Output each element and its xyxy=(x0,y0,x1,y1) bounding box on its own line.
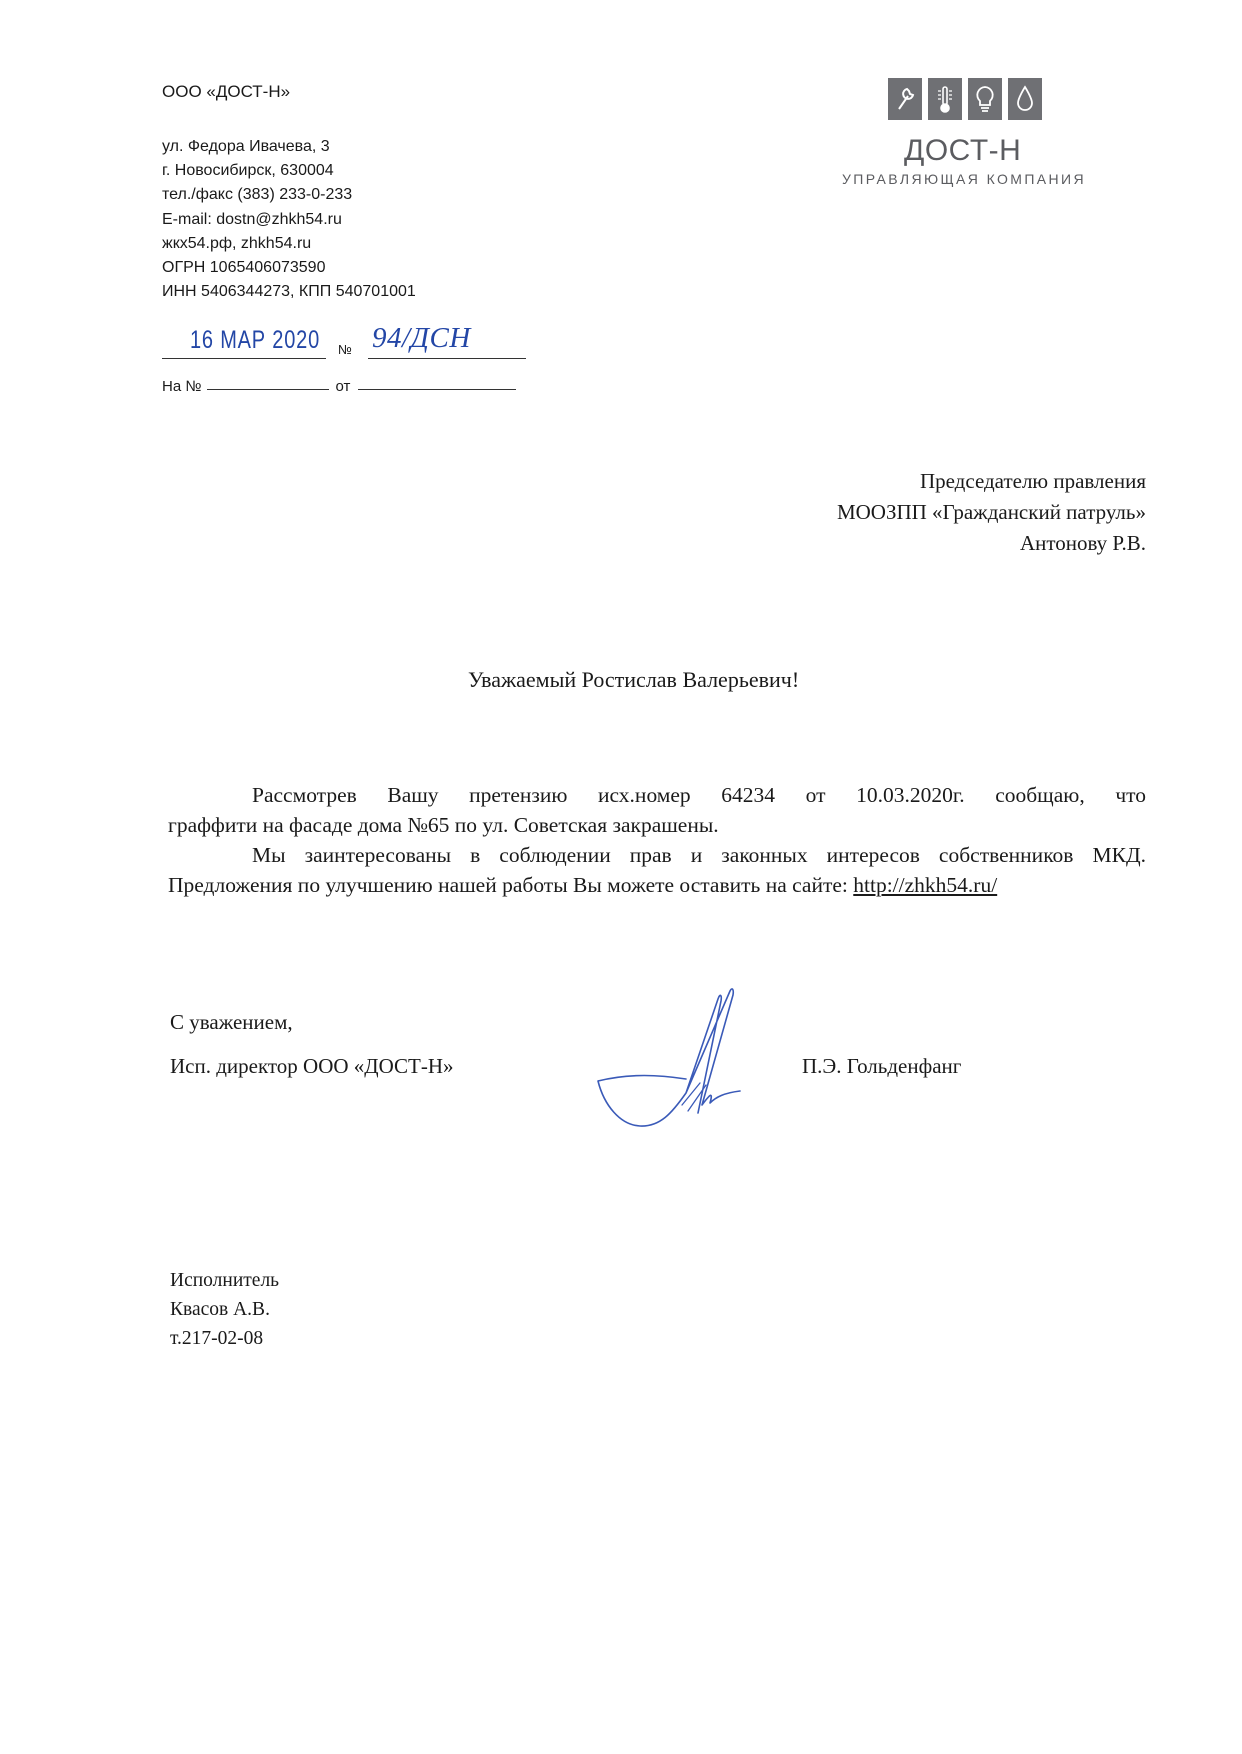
ref-from-label: от xyxy=(335,378,351,395)
address-inn: ИНН 5406344273, КПП 540701001 xyxy=(162,283,416,301)
addressee xyxy=(837,466,1146,559)
registration-number: 94/ДСН xyxy=(372,322,471,354)
registration-line xyxy=(162,322,526,362)
website-link[interactable]: http://zhkh54.ru/ xyxy=(853,873,998,897)
sender-address xyxy=(162,135,416,304)
address-street: ул. Федора Ивачева, 3 xyxy=(162,138,330,155)
signer-name: П.Э. Гольденфанг xyxy=(802,1054,962,1078)
executor-name: Квасов А.В. xyxy=(170,1299,270,1320)
wrench-icon xyxy=(888,78,922,120)
addressee-position: Председателю правления xyxy=(919,469,1146,493)
number-underline xyxy=(368,358,526,359)
address-ogrn: ОГРН 1065406073590 xyxy=(162,259,326,277)
address-email: E-mail: dostn@zhkh54.ru xyxy=(162,210,342,228)
executor-label: Исполнитель xyxy=(170,1270,280,1291)
ref-date-blank xyxy=(358,389,516,390)
addressee-organization: МООЗПП «Гражданский патруль» xyxy=(836,500,1146,524)
body-p2-line2 xyxy=(168,870,1146,900)
lightbulb-icon xyxy=(968,78,1002,120)
addressee-name: Антонову Р.В. xyxy=(1019,531,1146,555)
number-label: № xyxy=(338,342,352,357)
body-p1-line1: Рассмотрев Вашу претензию исх.номер 64234 от 10.03.2020г. сообщаю, что xyxy=(252,783,1146,807)
signature xyxy=(590,985,760,1135)
address-city: г. Новосибирск, 630004 xyxy=(162,162,334,180)
closing-regards: С уважением, xyxy=(170,1010,293,1034)
sender-org: ООО «ДОСТ-Н» xyxy=(162,82,291,101)
salutation: Уважаемый Ростислав Валерьевич! xyxy=(468,667,800,692)
executor-phone: т.217-02-08 xyxy=(170,1328,264,1349)
address-sites: жкх54.рф, zhkh54.ru xyxy=(162,234,312,252)
body-p2-text: Предложения по улучшению нашей работы Вы можете оставить на сайте: xyxy=(168,873,854,897)
logo-subtitle: УПРАВЛЯЮЩАЯ КОМПАНИЯ xyxy=(842,171,1087,187)
letter-body xyxy=(168,780,1146,900)
date-stamp: 16 МАР 2020 xyxy=(190,326,320,354)
address-phone: тел./факс (383) 233-0-233 xyxy=(162,186,353,204)
ref-label: На № xyxy=(162,378,202,395)
water-drop-icon xyxy=(1008,78,1042,120)
ref-number-blank xyxy=(207,389,329,390)
thermometer-icon xyxy=(928,78,962,120)
logo-name: ДОСТ-Н xyxy=(904,134,1022,167)
reference-line xyxy=(162,378,516,395)
body-p1-line2: граффити на фасаде дома №65 по ул. Советская закрашены. xyxy=(168,813,719,837)
date-underline xyxy=(162,358,326,359)
executor-block xyxy=(170,1266,279,1353)
logo-icons xyxy=(888,78,1042,120)
signer-position: Исп. директор ООО «ДОСТ-Н» xyxy=(170,1054,454,1078)
body-p2-line1: Мы заинтересованы в соблюдении прав и законных интересов собственников МКД. xyxy=(252,843,1146,867)
